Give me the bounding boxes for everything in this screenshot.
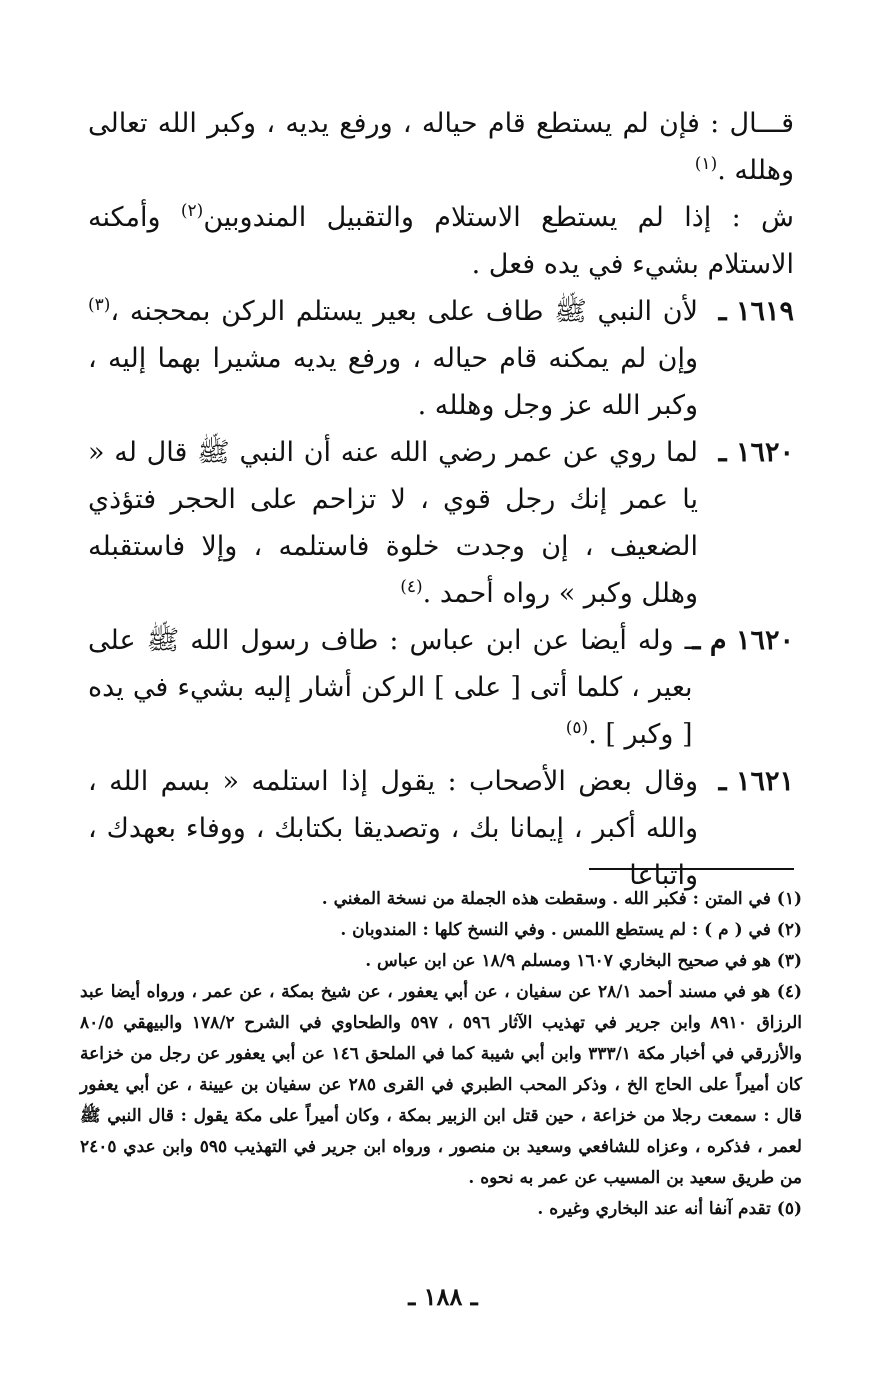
footnote-number: (١)	[776, 889, 802, 909]
entry-number: ١٦٢٠ ـ	[718, 437, 794, 468]
footnote-3	[80, 946, 802, 977]
entry-text	[88, 429, 698, 617]
entry-number: ١٦٢٠ م ـ	[692, 625, 794, 656]
footnote-number: (٤)	[776, 982, 803, 1002]
entry-text	[88, 617, 693, 758]
footnote-number: (٣)	[776, 951, 802, 971]
footnote-4	[80, 977, 802, 1194]
paragraph-1-text: قـــال : فإن لم يستطع قام حياله ، ورفع يديه ، وكبر الله تعالى وهلله .	[88, 108, 794, 186]
entry-text-a: وقال بعض الأصحاب : يقول إذا استلمه « بسم الله ، والله أكبر ، إيمانا بك ، وتصديقا بكتابك ، ووفاء بعهدك ، واتباعا	[88, 766, 698, 891]
entry-1620m	[88, 617, 794, 758]
footnote-5	[80, 1194, 802, 1225]
footnote-ref: (٥)	[565, 718, 589, 738]
footnote-number: (٥)	[776, 1199, 802, 1219]
footnote-text: تقدم آنفا أنه عند البخاري وغيره .	[537, 1199, 771, 1219]
footnotes	[80, 884, 802, 1225]
footnote-2	[80, 915, 802, 946]
entry-1621	[88, 758, 794, 899]
footnote-number: (٢)	[776, 920, 802, 940]
paragraph-2	[88, 194, 794, 288]
footnote-ref: (٣)	[88, 295, 111, 315]
paragraph-2-text-b: وأمكنه الاستلام بشيء في يده فعل .	[88, 202, 794, 280]
paragraph-2-text-a: ش : إذا لم يستطع الاستلام والتقبيل المندوبين	[203, 202, 794, 233]
footnote-text: هو في صحيح البخاري ١٦٠٧ ومسلم ١٨/٩ عن ابن عباس .	[365, 951, 771, 971]
entry-text-a: ـ وله أيضا عن ابن عباس : طاف رسول الله ﷺ على بعير ، كلما أتى [ على ] الركن أشار إليه بشيء في يده [ وكبر ] .	[88, 625, 693, 750]
entry-text-a: لما روي عن عمر رضي الله عنه أن النبي ﷺ قال له « يا عمر إنك رجل قوي ، لا تزاحم على الحجر فتؤذي الضعيف ، إن وجدت خلوة فاستلمه ، وإلا فاستقبله وهلل وكبر » رواه أحمد .	[88, 437, 698, 609]
entry-text	[88, 758, 698, 899]
footnote-ref: (٤)	[400, 577, 423, 597]
footnote-text: في ( م ) : لم يستطع اللمس . وفي النسخ كلها : المندوبان .	[340, 920, 771, 940]
entry-1620	[88, 429, 794, 617]
footnote-1	[80, 884, 802, 915]
main-text	[88, 100, 794, 899]
footnote-ref: (٢)	[180, 201, 204, 221]
footnote-separator	[589, 868, 794, 870]
entry-number: ١٦٢١ ـ	[718, 766, 794, 797]
footnote-text: في المتن : فكبر الله . وسقطت هذه الجملة من نسخة المغني .	[321, 889, 771, 909]
page-number: ـ ١٨٨ ـ	[408, 1282, 478, 1311]
footnote-text: هو في مسند أحمد ٢٨/١ عن سفيان ، عن أبي يعفور ، عن شيخ بمكة ، عن عمر ، ورواه أيضا عبد الرزاق ٨٩١٠ وابن جرير في تهذيب الآثار ٥٩٦ ، ٥٩٧ والطحاوي في الشرح ١٧٨/٢ والبيهقي ٨٠/٥ والأزرقي في أخبار مكة ٣٣٣/١ وابن أبي شيبة كما في الملحق ١٤٦ عن أبي يعفور عن رجل من خزاعة كان أميراً على الحاج الخ ، وذكر المحب الطبري في القرى ٢٨٥ عن سفيان بن عيينة ، عن أبي يعفور قال : سمعت رجلا من خزاعة ، حين قتل ابن الزبير بمكة ، وكان أميراً على مكة يقول : قال النبي ﷺ لعمر ، فذكره ، وعزاه للشافعي وسعيد بن منصور ، ورواه ابن جرير في التهذيب ٥٩٥ وابن عدي ٢٤٠٥ من طريق سعيد بن المسيب عن عمر به نحوه .	[80, 982, 803, 1188]
entry-text-b: وإن لم يمكنه قام حياله ، ورفع يديه مشيرا بهما إليه ، وكبر الله عز وجل وهلله .	[88, 343, 698, 421]
entry-text	[88, 288, 698, 429]
paragraph-1	[88, 100, 794, 194]
entry-number: ١٦١٩ ـ	[718, 296, 794, 327]
entry-text-a: لأن النبي ﷺ طاف على بعير يستلم الركن بمحجنه ،	[110, 296, 698, 327]
entry-1619	[88, 288, 794, 429]
footnote-ref: (١)	[694, 154, 718, 174]
